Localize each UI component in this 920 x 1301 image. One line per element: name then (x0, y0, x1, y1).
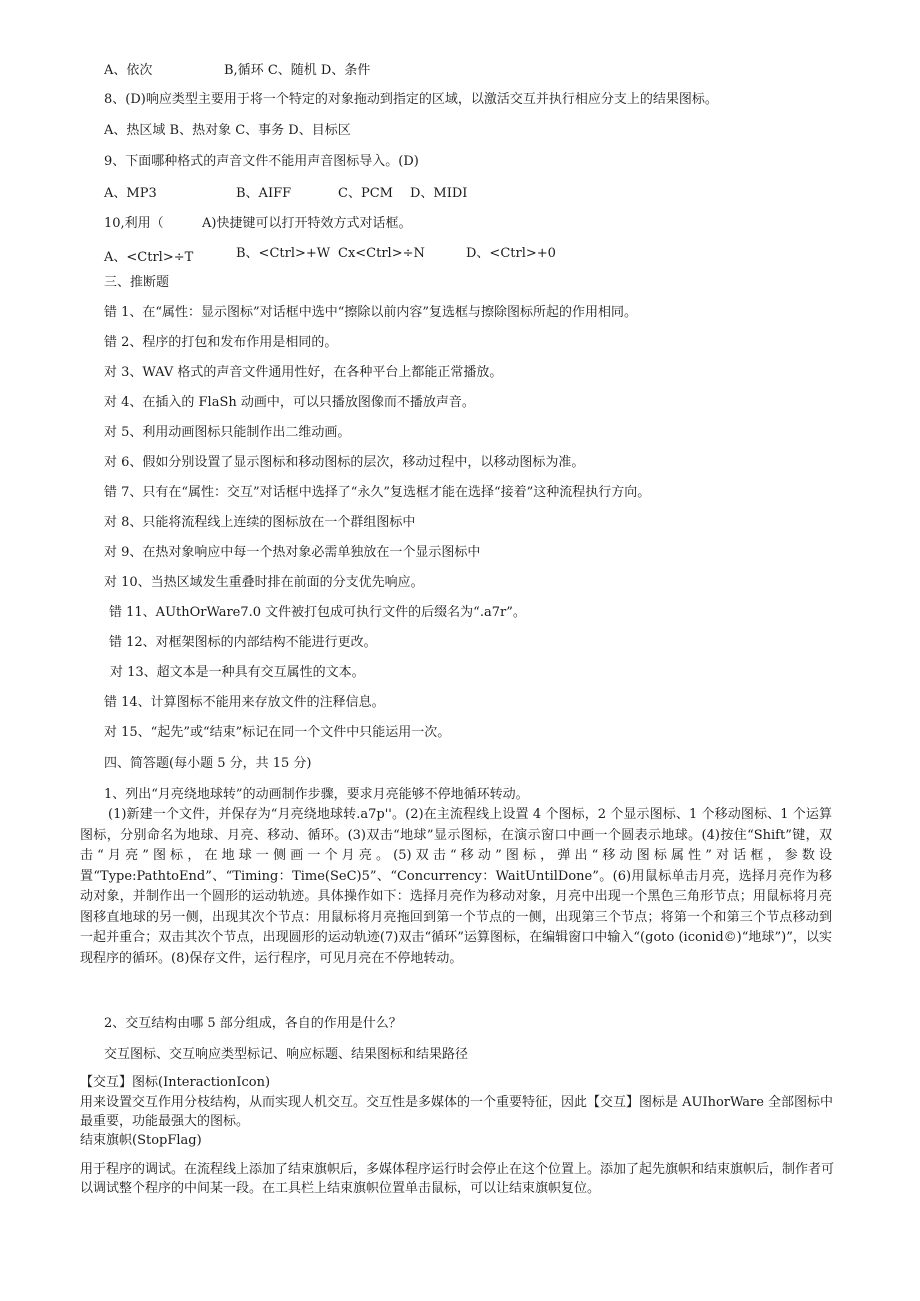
q1-answer: (1)新建一个文件，并保存为“月亮绕地球转.a7p''。(2)在主流程线上设置 4 个图标，2 个显示图标、1 个移动图标、1 个运算图标，分别命名为地球、月亮、移动、循环。(3)双击“地球”显示图标，在演示窗口中画一个圆表示地球。(4)按住“Shift”键，双击“月亮”图标，在地球一侧画一个月亮。(5)双击“移动”图标，弹出“移动图标属性”对话框，参数设置“Type:PathtoEnd”、“Timing：Time(SeC)5”、“Concurrency：WaitUntilDone”。(6)用鼠标单击月亮，选择月亮作为移动对象，并制作出一个圆形的运动轨迹。具体操作如下：选择月亮作为移动对象，月亮中出现一个黑色三角形节点；用鼠标将月亮图移直地球的另一侧，出现其次个节点：用鼠标将月亮拖回到第一个节点的一侧，出现第三个节点；将第一个和第三个节点移动到一起并重合；双击其次个节点，出现圆形的运动轨迹(7)双击“循环”运算图标，在编辑窗口中输入“(goto (iconid©)“地球”)”，以实现程序的循环。(8)保存文件，运行程序，可见月亮在不停地转动。 (80, 807, 832, 966)
judge-item-3: 对 3、WAV 格式的声音文件通用性好，在各种平台上都能正常播放。 (104, 365, 503, 380)
q7-options-bcd: B,循环 C、随机 D、条件 (224, 63, 371, 78)
section4-heading: 四、简答题(每小题 5 分，共 15 分) (104, 756, 312, 771)
q9-option-a: A、MP3 (104, 186, 157, 201)
judge-item-9: 对 9、在热对象响应中每一个热对象必需单独放在一个显示图标中 (104, 545, 481, 560)
q10-option-d: D、<Ctrl>+0 (466, 246, 556, 261)
judge-item-2: 错 2、程序的打包和发布作用是相同的。 (104, 335, 338, 350)
stop-flag-title: 结束旗帜(StopFlag) (80, 1133, 202, 1148)
q10-option-c: Cx<Ctrl>÷N (338, 246, 425, 261)
judge-item-1: 错 1、在“属性：显示图标”对话框中选中“擦除以前内容”复选框与擦除图标所起的作用相同。 (104, 305, 637, 320)
q7-option-a: A、依次 (104, 63, 153, 78)
judge-item-5: 对 5、利用动画图标只能制作出二维动画。 (104, 425, 351, 440)
section3-heading: 三、推断题 (104, 275, 170, 290)
q9-option-d: D、MIDI (410, 186, 468, 201)
q8-question: 8、(D)响应类型主要用于将一个特定的对象拖动到指定的区域，以激活交互并执行相应分支上的结果图标。 (104, 92, 718, 107)
judge-item-11: 错 11、AUthOrWare7.0 文件被打包成可执行文件的后缀名为“.a7r”。 (109, 605, 526, 620)
judge-item-13: 对 13、超文本是一种具有交互属性的文本。 (110, 665, 365, 680)
q2-title: 2、交互结构由哪 5 部分组成，各自的作用是什么？ (104, 1016, 402, 1031)
interaction-icon-desc: 用来设置交互作用分枝结构，从而实现人机交互。交互性是多媒体的一个重要特征，因此【交互】图标是 AUIhorWare 全部图标中最重要，功能最强大的图标。 (80, 1095, 834, 1129)
q2-summary: 交互图标、交互响应类型标记、响应标题、结果图标和结果路径 (104, 1047, 469, 1062)
q8-options: A、热区域 B、热对象 C、事务 D、目标区 (104, 123, 351, 138)
q10-option-a: A、<Ctrl>÷T (104, 250, 194, 265)
judge-item-12: 错 12、对框架图标的内部结构不能进行更改。 (109, 635, 377, 650)
judge-item-4: 对 4、在插入的 FlaSh 动画中，可以只播放图像而不播放声音。 (104, 395, 475, 410)
judge-item-15: 对 15、“起先”或“结束”标记在同一个文件中只能运用一次。 (104, 725, 451, 740)
judge-item-6: 对 6、假如分别设置了显示图标和移动图标的层次，移动过程中，以移动图标为准。 (104, 455, 585, 470)
q10-option-b: B、<Ctrl>+W (236, 246, 331, 261)
judge-item-8: 对 8、只能将流程线上连续的图标放在一个群组图标中 (104, 515, 416, 530)
judge-item-7: 错 7、只有在“属性：交互”对话框中选择了“永久”复选框才能在选择“接着”这种流程执行方向。 (104, 485, 651, 500)
q9-option-c: C、PCM (338, 186, 393, 201)
q10-question-start: 10,利用（ (104, 216, 164, 231)
q9-question: 9、下面哪种格式的声音文件不能用声音图标导入。(D) (104, 154, 419, 169)
q9-option-b: B、AIFF (236, 186, 292, 201)
judge-item-10: 对 10、当热区域发生重叠时排在前面的分支优先响应。 (104, 575, 424, 590)
q10-question-end: A)快捷键可以打开特效方式对话框。 (202, 216, 412, 231)
stop-flag-desc: 用于程序的调试。在流程线上添加了结束旗帜后，多媒体程序运行时会停止在这个位置上。添加了起先旗帜和结束旗帜后，制作者可以调试整个程序的中间某一段。在工具栏上结束旗帜位置单击鼠标，可以让结束旗帜复位。 (80, 1162, 835, 1196)
q1-title: 1、列出“月亮绕地球转”的动画制作步骤，要求月亮能够不停地循环转动。 (104, 787, 529, 802)
interaction-icon-title: 【交互】图标(InteractionIcon) (80, 1075, 271, 1090)
judge-item-14: 错 14、计算图标不能用来存放文件的注释信息。 (104, 695, 385, 710)
